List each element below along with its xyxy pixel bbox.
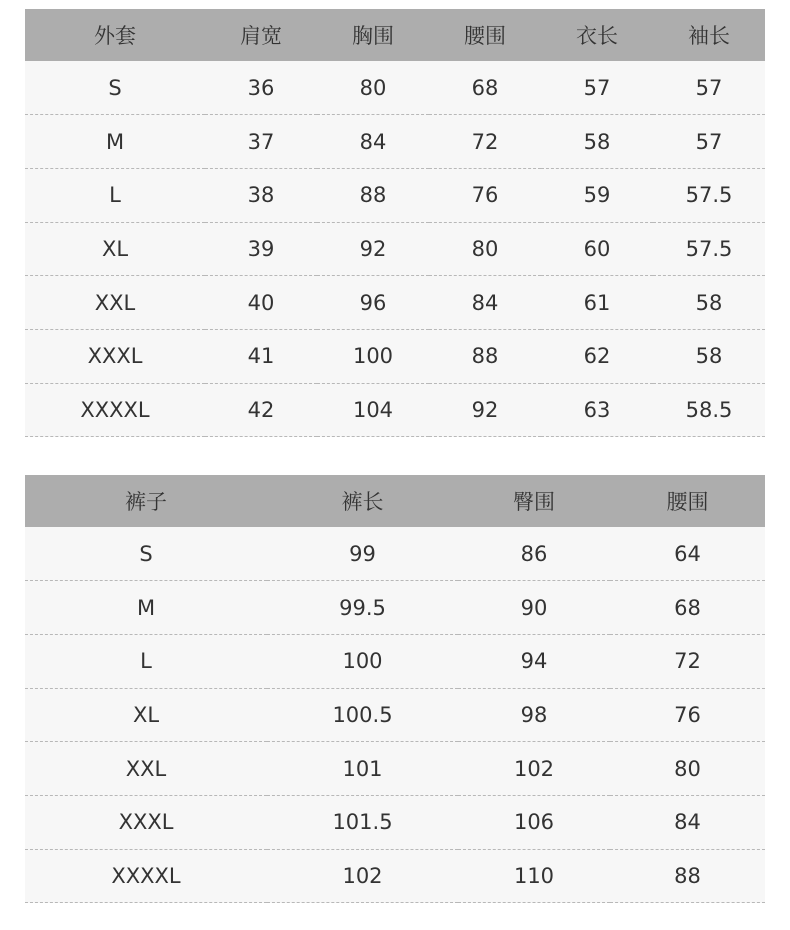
jacket-cell: 57.5 bbox=[653, 168, 765, 222]
pants-cell: XL bbox=[25, 688, 267, 742]
table-row bbox=[25, 383, 765, 437]
jacket-header-row bbox=[25, 9, 765, 61]
jacket-cell: 59 bbox=[541, 168, 653, 222]
pants-cell: 86 bbox=[458, 527, 610, 581]
pants-cell: 98 bbox=[458, 688, 610, 742]
jacket-header-cell: 衣长 bbox=[541, 9, 653, 61]
pants-cell: 100 bbox=[267, 634, 458, 688]
jacket-header-cell: 胸围 bbox=[317, 9, 429, 61]
jacket-cell: 63 bbox=[541, 383, 653, 437]
jacket-cell: 36 bbox=[205, 61, 317, 115]
pants-header-cell: 裤长 bbox=[267, 475, 458, 527]
pants-cell: 64 bbox=[610, 527, 765, 581]
jacket-cell: 80 bbox=[317, 61, 429, 115]
jacket-cell: 60 bbox=[541, 222, 653, 276]
jacket-cell: 80 bbox=[429, 222, 541, 276]
pants-cell: 84 bbox=[610, 795, 765, 849]
pants-cell: 68 bbox=[610, 581, 765, 635]
table-row bbox=[25, 795, 765, 849]
pants-cell: 76 bbox=[610, 688, 765, 742]
jacket-cell: 58 bbox=[541, 115, 653, 169]
table-row bbox=[25, 581, 765, 635]
pants-cell: 99 bbox=[267, 527, 458, 581]
table-row bbox=[25, 222, 765, 276]
jacket-cell: 57 bbox=[541, 61, 653, 115]
table-row bbox=[25, 742, 765, 796]
jacket-cell: XXXL bbox=[25, 329, 205, 383]
jacket-header-cell: 腰围 bbox=[429, 9, 541, 61]
pants-cell: 72 bbox=[610, 634, 765, 688]
pants-cell: 99.5 bbox=[267, 581, 458, 635]
pants-cell: XXXL bbox=[25, 795, 267, 849]
table-row bbox=[25, 688, 765, 742]
jacket-cell: 72 bbox=[429, 115, 541, 169]
table-row bbox=[25, 61, 765, 115]
pants-cell: L bbox=[25, 634, 267, 688]
table-row bbox=[25, 115, 765, 169]
jacket-cell: 88 bbox=[317, 168, 429, 222]
jacket-cell: 42 bbox=[205, 383, 317, 437]
pants-cell: XXL bbox=[25, 742, 267, 796]
jacket-cell: 96 bbox=[317, 276, 429, 330]
jacket-cell: 84 bbox=[317, 115, 429, 169]
jacket-header-cell: 肩宽 bbox=[205, 9, 317, 61]
jacket-table-header bbox=[25, 9, 765, 61]
jacket-cell: 57 bbox=[653, 115, 765, 169]
table-row bbox=[25, 849, 765, 903]
jacket-size-table bbox=[25, 9, 765, 437]
table-row bbox=[25, 276, 765, 330]
pants-table-body bbox=[25, 527, 765, 903]
jacket-cell: 92 bbox=[317, 222, 429, 276]
jacket-cell: 58.5 bbox=[653, 383, 765, 437]
pants-header-cell: 臀围 bbox=[458, 475, 610, 527]
pants-cell: 106 bbox=[458, 795, 610, 849]
jacket-table-body bbox=[25, 61, 765, 437]
jacket-cell: 57.5 bbox=[653, 222, 765, 276]
pants-cell: 94 bbox=[458, 634, 610, 688]
jacket-cell: 62 bbox=[541, 329, 653, 383]
jacket-cell: 38 bbox=[205, 168, 317, 222]
pants-cell: 102 bbox=[267, 849, 458, 903]
jacket-cell: 40 bbox=[205, 276, 317, 330]
pants-table-header bbox=[25, 475, 765, 527]
pants-cell: 110 bbox=[458, 849, 610, 903]
jacket-cell: 104 bbox=[317, 383, 429, 437]
jacket-cell: 39 bbox=[205, 222, 317, 276]
pants-cell: 101.5 bbox=[267, 795, 458, 849]
jacket-cell: 58 bbox=[653, 329, 765, 383]
table-row bbox=[25, 527, 765, 581]
pants-header-row bbox=[25, 475, 765, 527]
jacket-cell: 84 bbox=[429, 276, 541, 330]
pants-header-cell: 腰围 bbox=[610, 475, 765, 527]
pants-cell: 100.5 bbox=[267, 688, 458, 742]
pants-cell: 90 bbox=[458, 581, 610, 635]
jacket-cell: 61 bbox=[541, 276, 653, 330]
pants-cell: M bbox=[25, 581, 267, 635]
jacket-cell: 37 bbox=[205, 115, 317, 169]
pants-cell: 101 bbox=[267, 742, 458, 796]
jacket-cell: 76 bbox=[429, 168, 541, 222]
jacket-cell: L bbox=[25, 168, 205, 222]
jacket-cell: XL bbox=[25, 222, 205, 276]
jacket-cell: 68 bbox=[429, 61, 541, 115]
pants-cell: 102 bbox=[458, 742, 610, 796]
jacket-cell: XXXXL bbox=[25, 383, 205, 437]
jacket-cell: 92 bbox=[429, 383, 541, 437]
jacket-cell: XXL bbox=[25, 276, 205, 330]
jacket-cell: 100 bbox=[317, 329, 429, 383]
pants-header-cell: 裤子 bbox=[25, 475, 267, 527]
jacket-cell: 41 bbox=[205, 329, 317, 383]
jacket-header-cell: 袖长 bbox=[653, 9, 765, 61]
table-row bbox=[25, 168, 765, 222]
jacket-cell: 58 bbox=[653, 276, 765, 330]
jacket-cell: 88 bbox=[429, 329, 541, 383]
pants-size-table bbox=[25, 475, 765, 903]
jacket-cell: M bbox=[25, 115, 205, 169]
pants-cell: XXXXL bbox=[25, 849, 267, 903]
pants-cell: 88 bbox=[610, 849, 765, 903]
jacket-cell: 57 bbox=[653, 61, 765, 115]
table-row bbox=[25, 634, 765, 688]
pants-cell: 80 bbox=[610, 742, 765, 796]
jacket-header-cell: 外套 bbox=[25, 9, 205, 61]
table-row bbox=[25, 329, 765, 383]
pants-cell: S bbox=[25, 527, 267, 581]
jacket-cell: S bbox=[25, 61, 205, 115]
